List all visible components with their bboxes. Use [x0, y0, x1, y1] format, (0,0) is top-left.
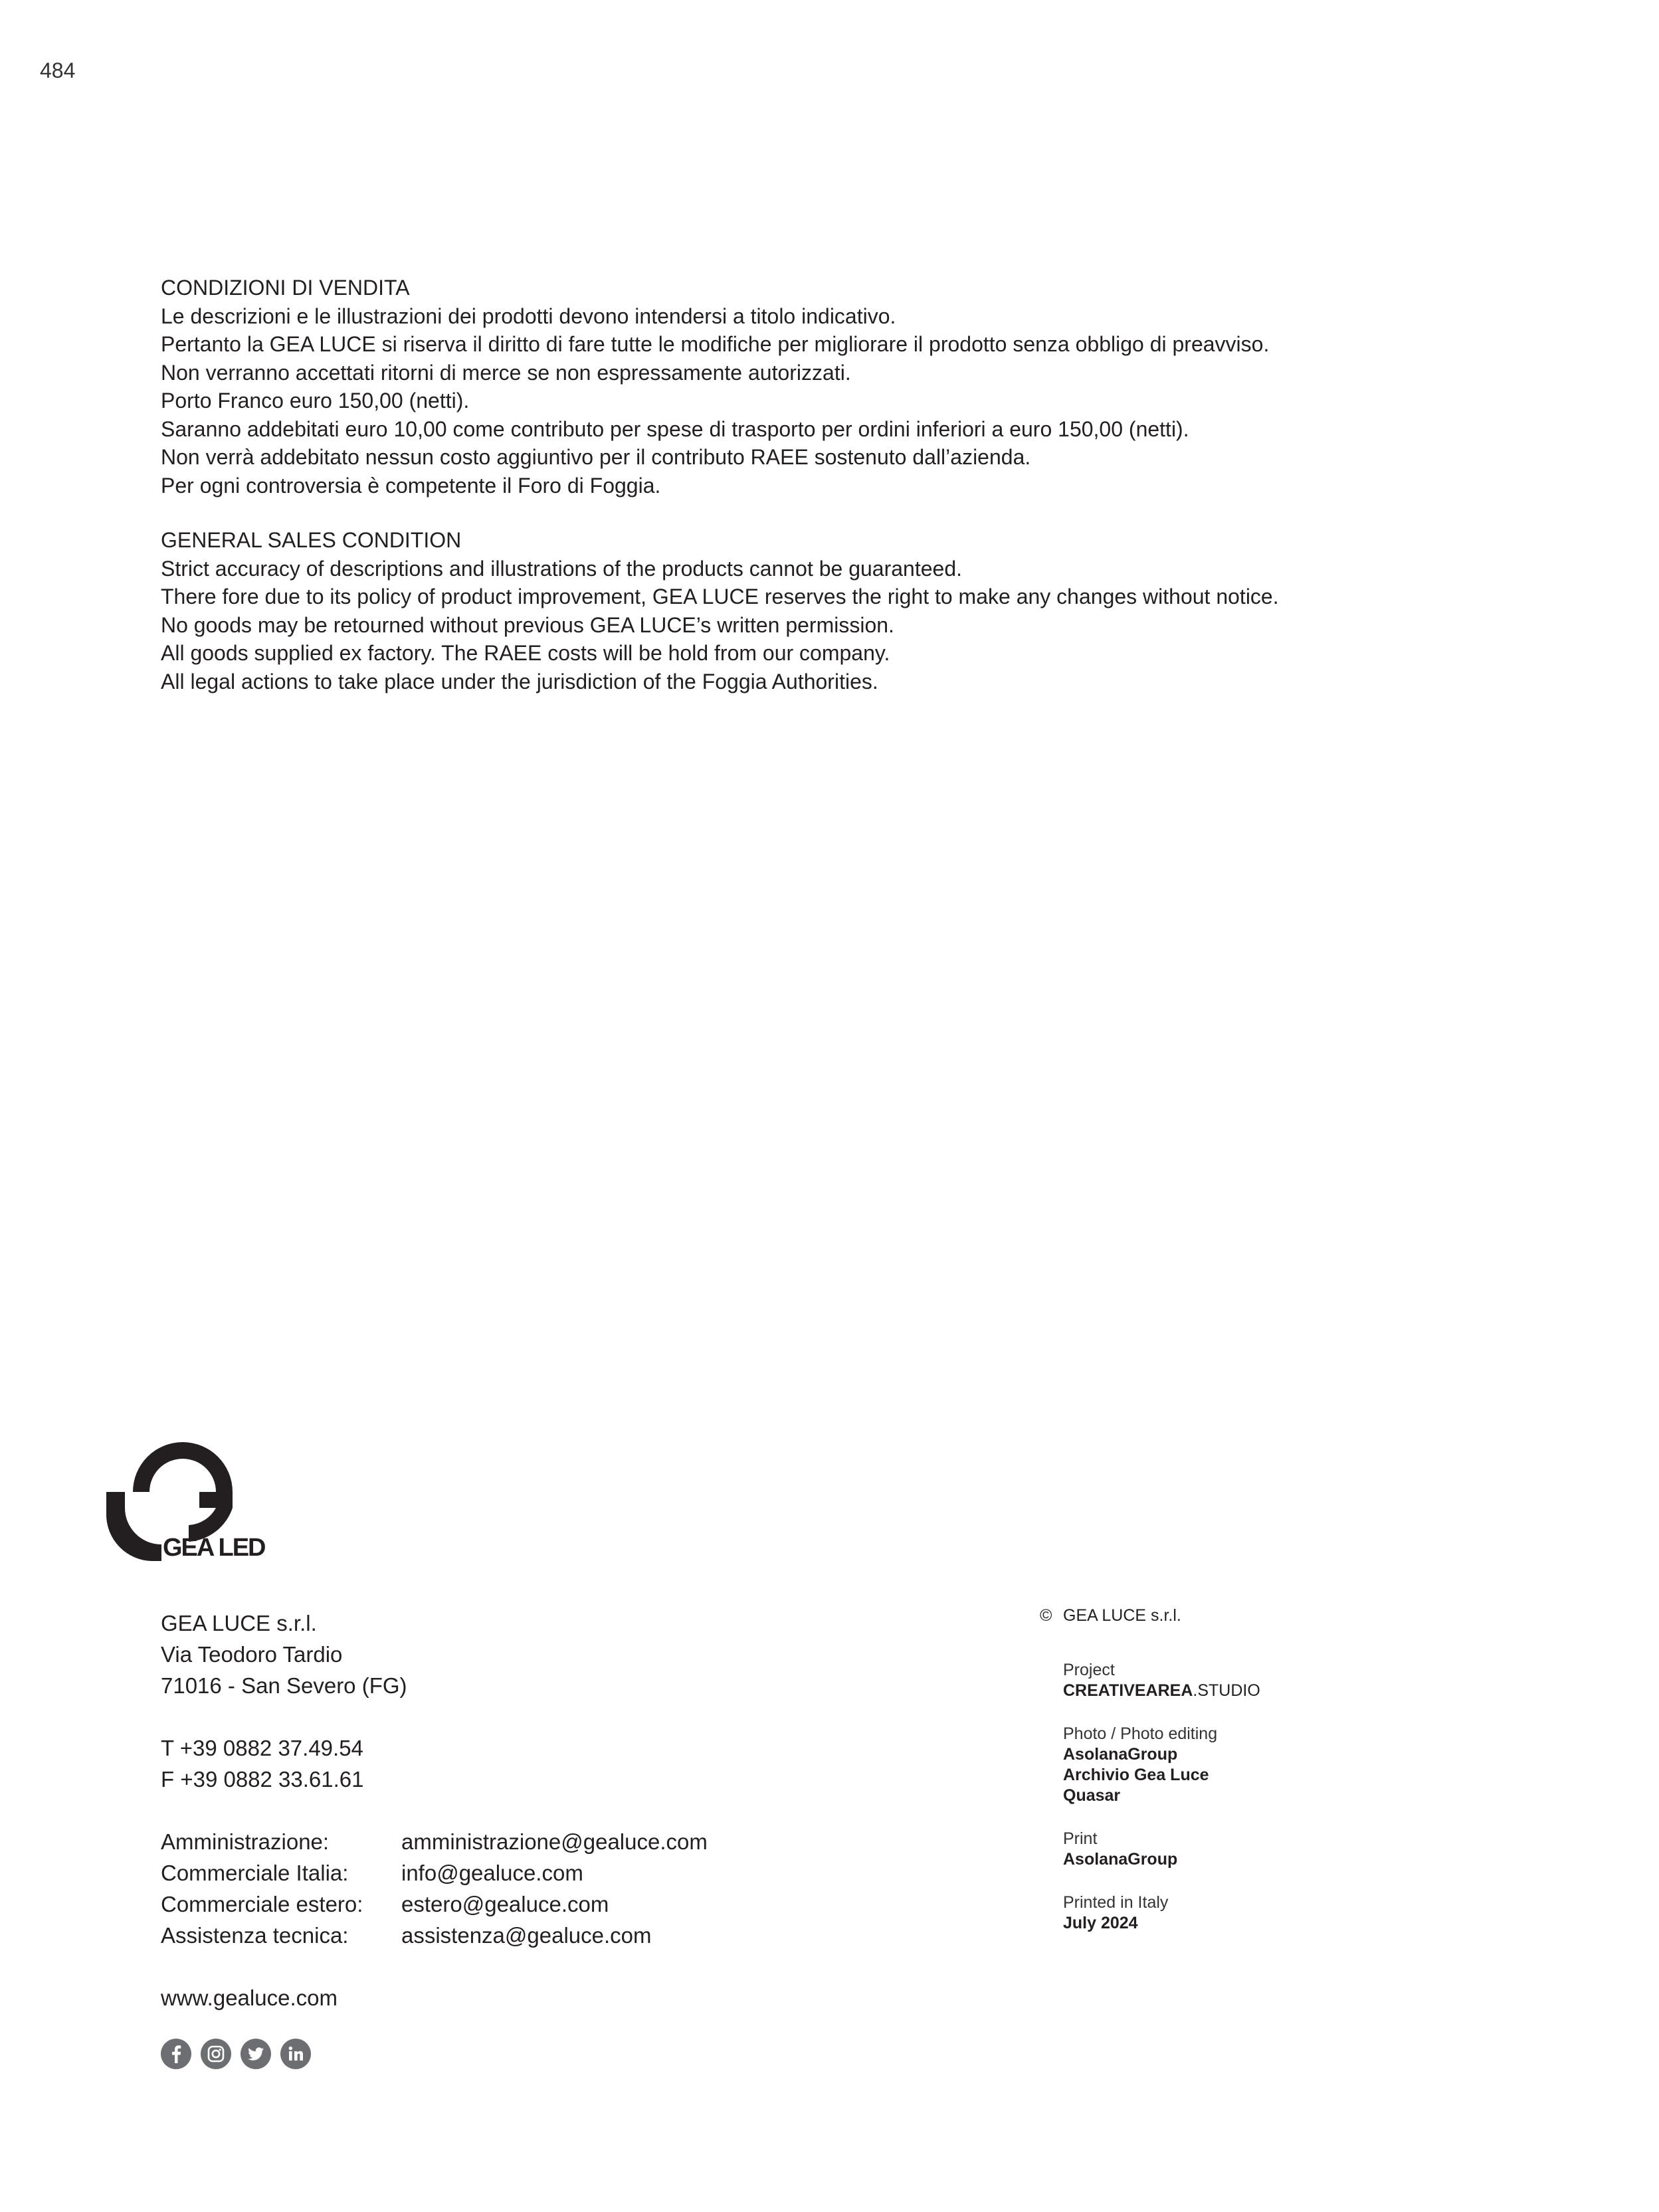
conditions-heading-en: GENERAL SALES CONDITION	[161, 528, 462, 552]
contact-label: Commerciale Italia:	[161, 1861, 349, 1885]
facebook-icon[interactable]	[161, 2039, 191, 2069]
page-number: 484	[40, 58, 76, 82]
condition-line: No goods may be retourned without previous GEA LUCE’s written permission.	[161, 612, 894, 637]
credit-label: Project	[1063, 1661, 1115, 1679]
credit-value: AsolanaGroup	[1063, 1745, 1178, 1764]
contact-label: Amministrazione:	[161, 1829, 330, 1854]
studio-name-bold: CREATIVEAREA	[1063, 1681, 1193, 1700]
twitter-icon[interactable]	[241, 2039, 271, 2069]
condition-line: Pertanto la GEA LUCE si riserva il diritto di fare tutte le modifiche per migliorare il prodotto senza obbligo di preavviso.	[161, 332, 1270, 356]
copyright-holder: GEA LUCE s.r.l.	[1063, 1606, 1181, 1625]
contact-row	[161, 1857, 708, 1889]
condition-line: Per ogni controversia è competente il Foro di Foggia.	[161, 473, 661, 498]
condition-line: Porto Franco euro 150,00 (netti).	[161, 389, 470, 413]
credit-label: Print	[1063, 1829, 1098, 1848]
conditions-english	[161, 526, 1556, 695]
contact-email-link[interactable]: estero@gealuce.com	[401, 1892, 609, 1916]
condition-line: All legal actions to take place under the jurisdiction of the Foggia Authorities.	[161, 669, 878, 693]
linkedin-icon[interactable]	[280, 2039, 311, 2069]
credit-value: July 2024	[1063, 1914, 1138, 1932]
condition-line: Strict accuracy of descriptions and illustrations of the products cannot be guaranteed.	[161, 556, 963, 581]
website-link[interactable]: www.gealuce.com	[161, 1985, 338, 2010]
condition-line: Non verrà addebitato nessun costo aggiuntivo per il contributo RAEE sostenuto dall’azienda.	[161, 445, 1031, 469]
studio-name-light: .STUDIO	[1193, 1681, 1260, 1700]
credit-value: Quasar	[1063, 1786, 1121, 1805]
instagram-icon[interactable]	[201, 2039, 231, 2069]
copyright-notice	[1040, 1606, 1260, 1625]
phone-number: T +39 0882 37.49.54	[161, 1736, 363, 1760]
contact-row	[161, 1920, 708, 1951]
condition-line: There fore due to its policy of product improvement, GEA LUCE reserves the right to make any changes without notice.	[161, 585, 1279, 608]
company-street: Via Teodoro Tardio	[161, 1642, 343, 1667]
company-name: GEA LUCE s.r.l.	[161, 1611, 317, 1635]
conditions-italian	[161, 274, 1556, 500]
contact-row	[161, 1826, 708, 1857]
credit-value	[1063, 1681, 1260, 1701]
social-links	[161, 2039, 708, 2069]
company-city: 71016 - San Severo (FG)	[161, 1673, 407, 1698]
gea-led-logo	[100, 1415, 272, 1561]
sales-conditions	[161, 274, 1556, 722]
company-contacts	[161, 1608, 708, 2069]
credit-print	[1063, 1829, 1260, 1870]
contact-row	[161, 1889, 708, 1920]
logo-wordmark: GEA LED	[163, 1534, 265, 1561]
contact-email-link[interactable]: info@gealuce.com	[401, 1861, 583, 1885]
credit-photo	[1063, 1724, 1260, 1806]
condition-line: All goods supplied ex factory. The RAEE costs will be hold from our company.	[161, 641, 890, 665]
conditions-heading-it: CONDIZIONI DI VENDITA	[161, 276, 410, 300]
contact-label: Commerciale estero:	[161, 1892, 363, 1916]
credit-project	[1063, 1660, 1260, 1701]
credit-label: Photo / Photo editing	[1063, 1724, 1218, 1743]
contact-email-link[interactable]: assistenza@gealuce.com	[401, 1923, 652, 1948]
fax-number: F +39 0882 33.61.61	[161, 1767, 364, 1792]
credit-value: AsolanaGroup	[1063, 1850, 1178, 1869]
condition-line: Saranno addebitati euro 10,00 come contributo per spese di trasporto per ordini inferiori a euro 150,00 (netti).	[161, 416, 1189, 441]
credit-label: Printed in Italy	[1063, 1893, 1169, 1912]
copyright-symbol: ©	[1040, 1606, 1052, 1625]
condition-line: Le descrizioni e le illustrazioni dei prodotti devono intendersi a titolo indicativo.	[161, 304, 896, 328]
contact-email-link[interactable]: amministrazione@gealuce.com	[401, 1829, 708, 1854]
condition-line: Non verranno accettati ritorni di merce se non espressamente autorizzati.	[161, 360, 851, 385]
contact-label: Assistenza tecnica:	[161, 1923, 349, 1948]
credit-printed	[1063, 1892, 1260, 1934]
credits	[1040, 1606, 1260, 1956]
credit-value: Archivio Gea Luce	[1063, 1766, 1209, 1784]
